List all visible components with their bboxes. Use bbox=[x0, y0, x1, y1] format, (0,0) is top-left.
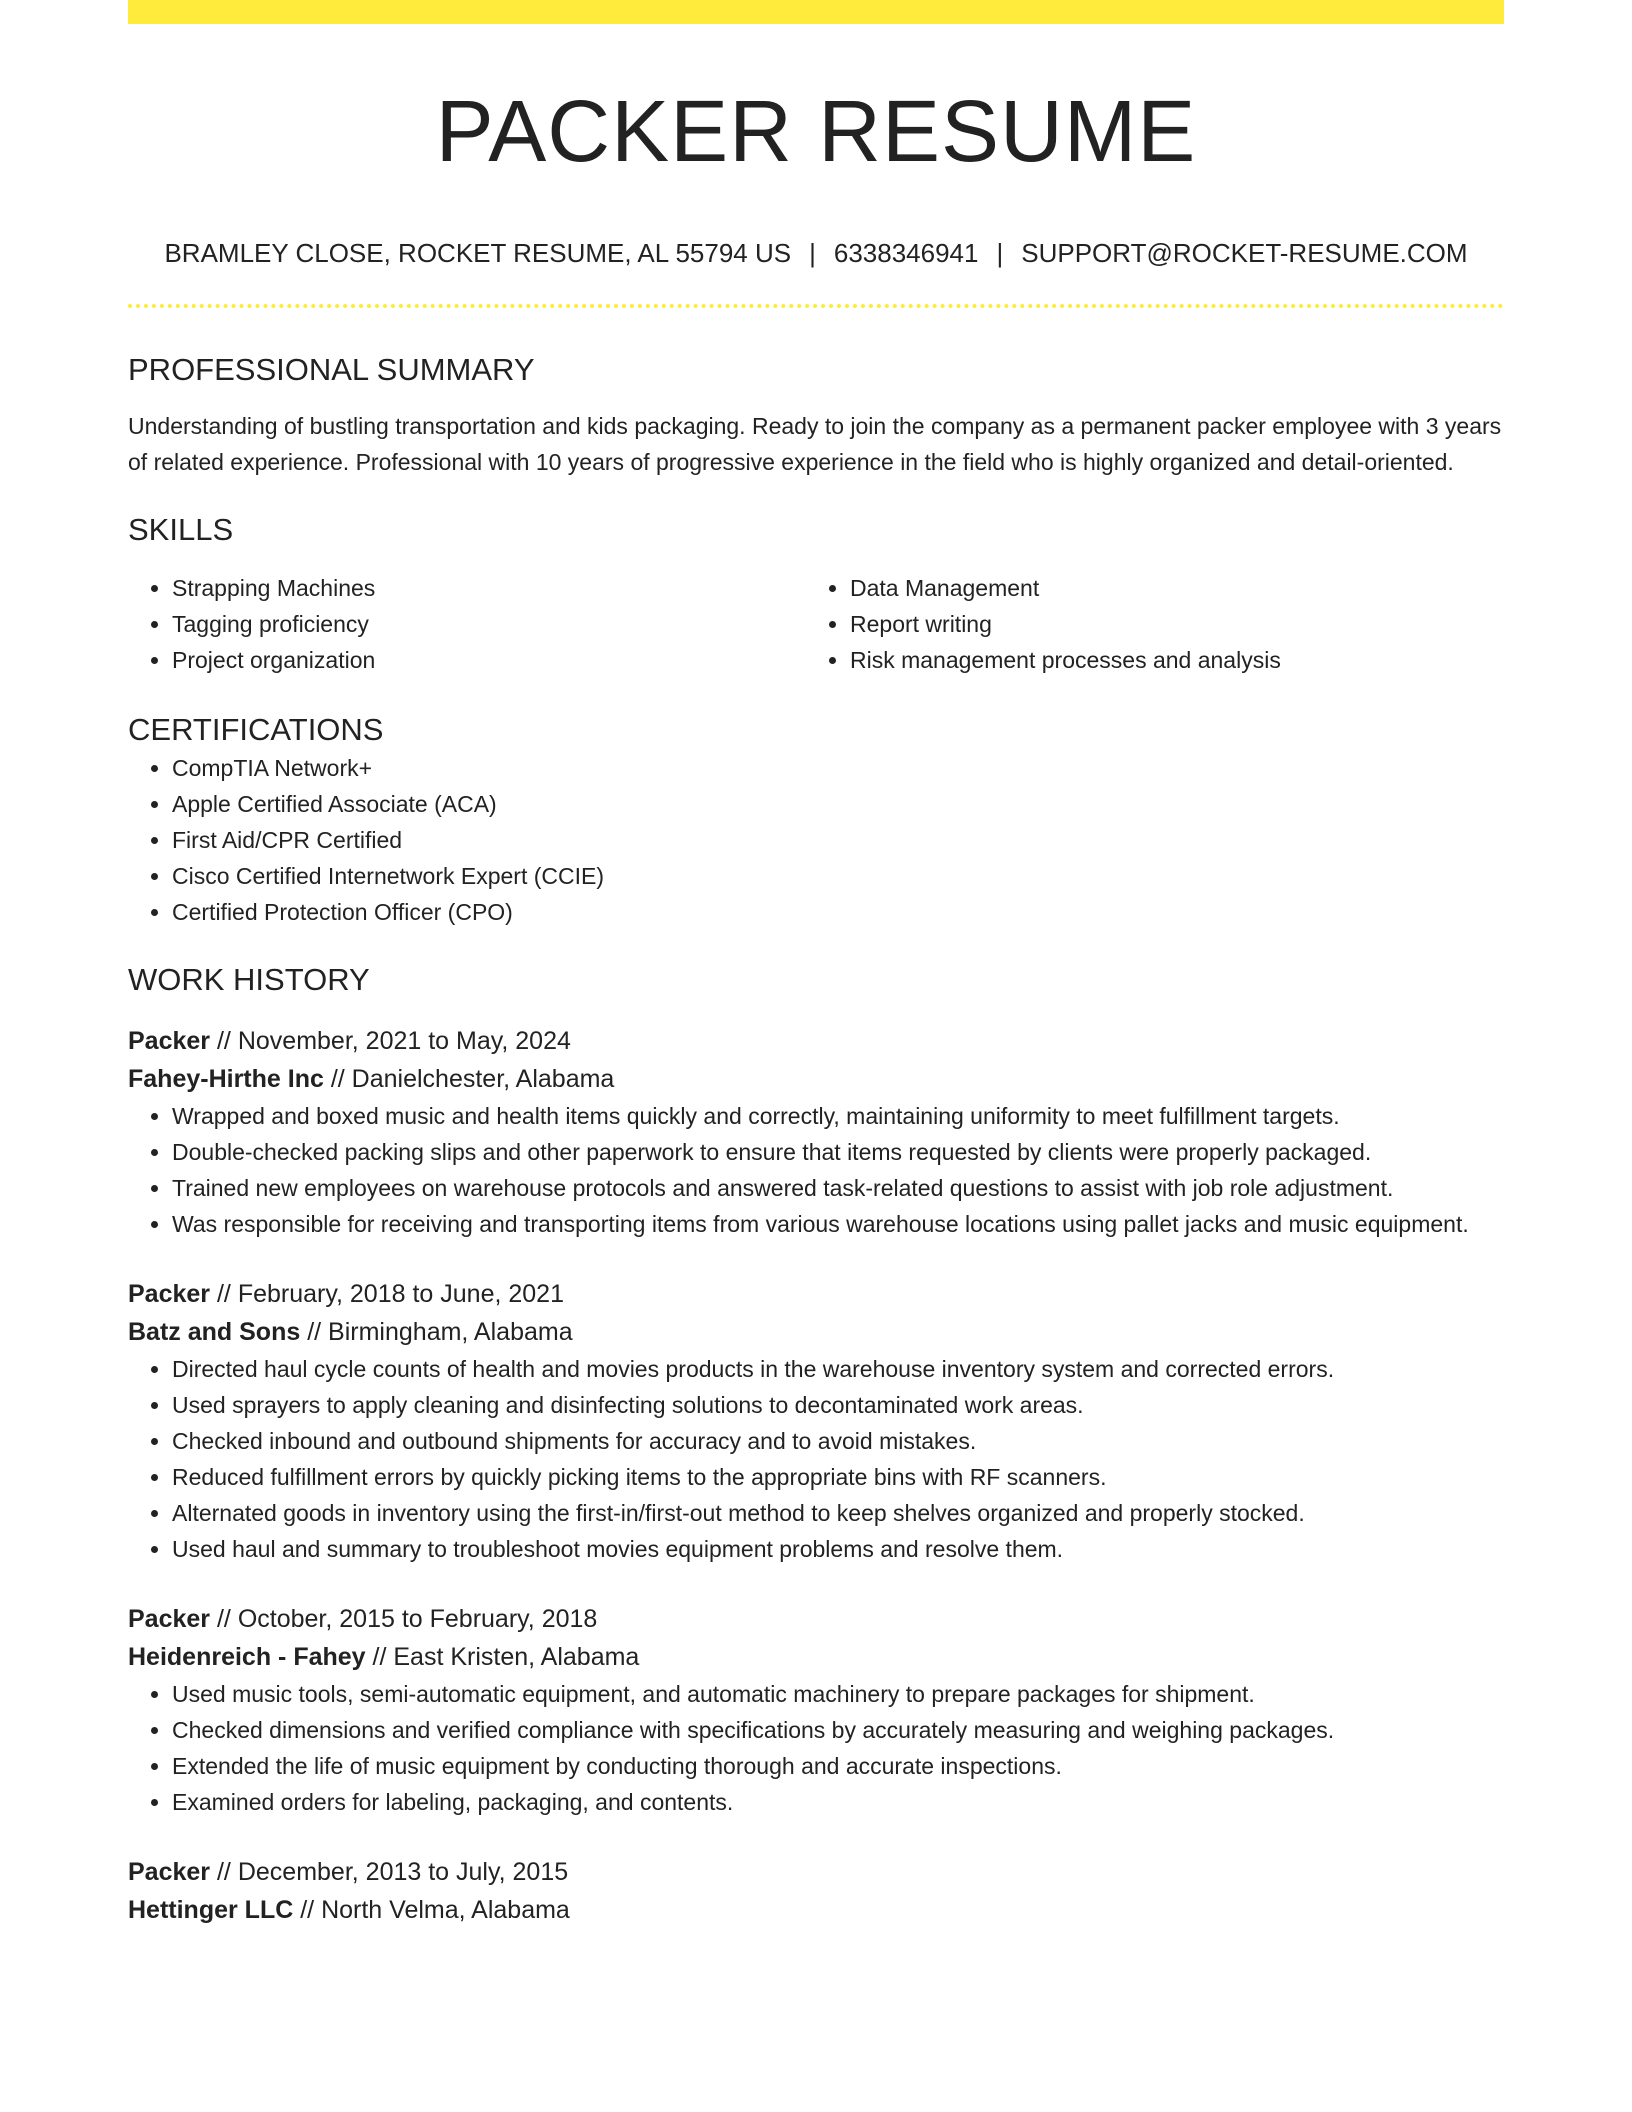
skill-item: • Tagging proficiency bbox=[172, 606, 806, 642]
job-title-line bbox=[128, 1275, 1504, 1313]
skills-heading: SKILLS bbox=[128, 512, 234, 547]
certification-item: • Apple Certified Associate (ACA) bbox=[172, 786, 1504, 822]
work-history-heading: WORK HISTORY bbox=[128, 962, 370, 997]
job-separator: // bbox=[300, 1318, 329, 1346]
job-duty: • Double-checked packing slips and other paperwork to ensure that items requested by clients were properly packaged. bbox=[172, 1134, 1504, 1170]
job-title: Packer bbox=[128, 1027, 211, 1055]
job-location: East Kristen, Alabama bbox=[393, 1643, 640, 1671]
job-company: Heidenreich - Fahey bbox=[128, 1643, 366, 1671]
job-duty: • Used sprayers to apply cleaning and disinfecting solutions to decontaminated work areas. bbox=[172, 1387, 1504, 1423]
job-duty: • Used haul and summary to troubleshoot movies equipment problems and resolve them. bbox=[172, 1531, 1504, 1567]
job-title: Packer bbox=[128, 1858, 211, 1886]
contact-separator: | bbox=[809, 238, 816, 268]
job-dates: October, 2015 to February, 2018 bbox=[237, 1605, 598, 1633]
accent-top-bar bbox=[128, 0, 1504, 24]
certification-item: • Certified Protection Officer (CPO) bbox=[172, 894, 1504, 930]
job-dates: December, 2013 to July, 2015 bbox=[237, 1858, 569, 1886]
contact-email: SUPPORT@ROCKET-RESUME.COM bbox=[1021, 238, 1468, 268]
skill-item: • Data Management bbox=[850, 570, 1484, 606]
job-separator: // bbox=[323, 1065, 352, 1093]
job-location: Birmingham, Alabama bbox=[328, 1318, 573, 1346]
resume-page bbox=[128, 0, 1504, 1929]
job-duties-list bbox=[128, 1676, 1504, 1820]
skill-item: • Strapping Machines bbox=[172, 570, 806, 606]
job-company: Hettinger LLC bbox=[128, 1896, 294, 1924]
contact-phone: 6338346941 bbox=[833, 238, 979, 268]
job-duty: • Alternated goods in inventory using the first-in/first-out method to keep shelves organized and properly stocked. bbox=[172, 1495, 1504, 1531]
job-title-line bbox=[128, 1600, 1504, 1638]
contact-line bbox=[128, 237, 1504, 269]
job-company: Fahey-Hirthe Inc bbox=[128, 1065, 324, 1093]
job-duty: • Wrapped and boxed music and health items quickly and correctly, maintaining uniformity to meet fulfillment targets. bbox=[172, 1098, 1504, 1134]
job-duty: • Checked inbound and outbound shipments for accuracy and to avoid mistakes. bbox=[172, 1423, 1504, 1459]
summary-text: Understanding of bustling transportation and kids packaging. Ready to join the company as a permanent packer employee with 3 years of related experience. Professional with 10 years of progressive experience in the field who is highly organized and detail-oriented. bbox=[128, 413, 1502, 475]
certification-item: • Cisco Certified Internetwork Expert (CCIE) bbox=[172, 858, 1504, 894]
job-duty: • Was responsible for receiving and transporting items from various warehouse locations using pallet jacks and music equipment. bbox=[172, 1206, 1504, 1242]
job-entry bbox=[128, 1022, 1504, 1242]
job-duty: • Checked dimensions and verified compliance with specifications by accurately measuring and weighing packages. bbox=[172, 1712, 1504, 1748]
job-company-line bbox=[128, 1060, 1504, 1098]
job-company-line bbox=[128, 1638, 1504, 1676]
job-separator: // bbox=[293, 1896, 322, 1924]
job-duty: • Used music tools, semi-automatic equipment, and automatic machinery to prepare packages for shipment. bbox=[172, 1676, 1504, 1712]
certification-item: • First Aid/CPR Certified bbox=[172, 822, 1504, 858]
job-duty: • Extended the life of music equipment by conducting thorough and accurate inspections. bbox=[172, 1748, 1504, 1784]
job-title-line bbox=[128, 1022, 1504, 1060]
job-separator: // bbox=[210, 1027, 238, 1055]
skills-column-right bbox=[806, 570, 1484, 678]
job-company: Batz and Sons bbox=[128, 1318, 301, 1346]
resume-title: PACKER RESUME bbox=[435, 83, 1197, 180]
job-duty: • Examined orders for labeling, packaging, and contents. bbox=[172, 1784, 1504, 1820]
job-dates: February, 2018 to June, 2021 bbox=[237, 1280, 564, 1308]
certifications-heading: CERTIFICATIONS bbox=[128, 712, 384, 747]
job-duty: • Reduced fulfillment errors by quickly picking items to the appropriate bins with RF scanners. bbox=[172, 1459, 1504, 1495]
skill-item: • Project organization bbox=[172, 642, 806, 678]
certifications-list bbox=[128, 750, 1504, 930]
job-separator: // bbox=[210, 1280, 238, 1308]
contact-address: BRAMLEY CLOSE, ROCKET RESUME, AL 55794 US bbox=[164, 238, 792, 268]
dotted-divider bbox=[128, 304, 1504, 308]
job-separator: // bbox=[210, 1858, 238, 1886]
job-duty: • Trained new employees on warehouse protocols and answered task-related questions to assist with job role adjustment. bbox=[172, 1170, 1504, 1206]
certification-item: • CompTIA Network+ bbox=[172, 750, 1504, 786]
job-title: Packer bbox=[128, 1280, 211, 1308]
summary-heading: PROFESSIONAL SUMMARY bbox=[128, 352, 535, 387]
job-separator: // bbox=[210, 1605, 238, 1633]
job-duties-list bbox=[128, 1098, 1504, 1242]
job-entry bbox=[128, 1853, 1504, 1929]
job-title: Packer bbox=[128, 1605, 211, 1633]
job-entry bbox=[128, 1275, 1504, 1567]
skills-column-left bbox=[128, 570, 806, 678]
job-company-line bbox=[128, 1891, 1504, 1929]
job-duties-list bbox=[128, 1351, 1504, 1567]
skill-item: • Risk management processes and analysis bbox=[850, 642, 1484, 678]
job-location: Danielchester, Alabama bbox=[351, 1065, 615, 1093]
job-company-line bbox=[128, 1313, 1504, 1351]
job-entry bbox=[128, 1600, 1504, 1820]
job-separator: // bbox=[365, 1643, 394, 1671]
job-title-line bbox=[128, 1853, 1504, 1891]
job-duty: • Directed haul cycle counts of health and movies products in the warehouse inventory system and corrected errors. bbox=[172, 1351, 1504, 1387]
skill-item: • Report writing bbox=[850, 606, 1484, 642]
skills-list bbox=[128, 570, 1504, 678]
contact-separator: | bbox=[996, 238, 1004, 268]
job-location: North Velma, Alabama bbox=[321, 1896, 570, 1924]
job-dates: November, 2021 to May, 2024 bbox=[237, 1027, 571, 1055]
